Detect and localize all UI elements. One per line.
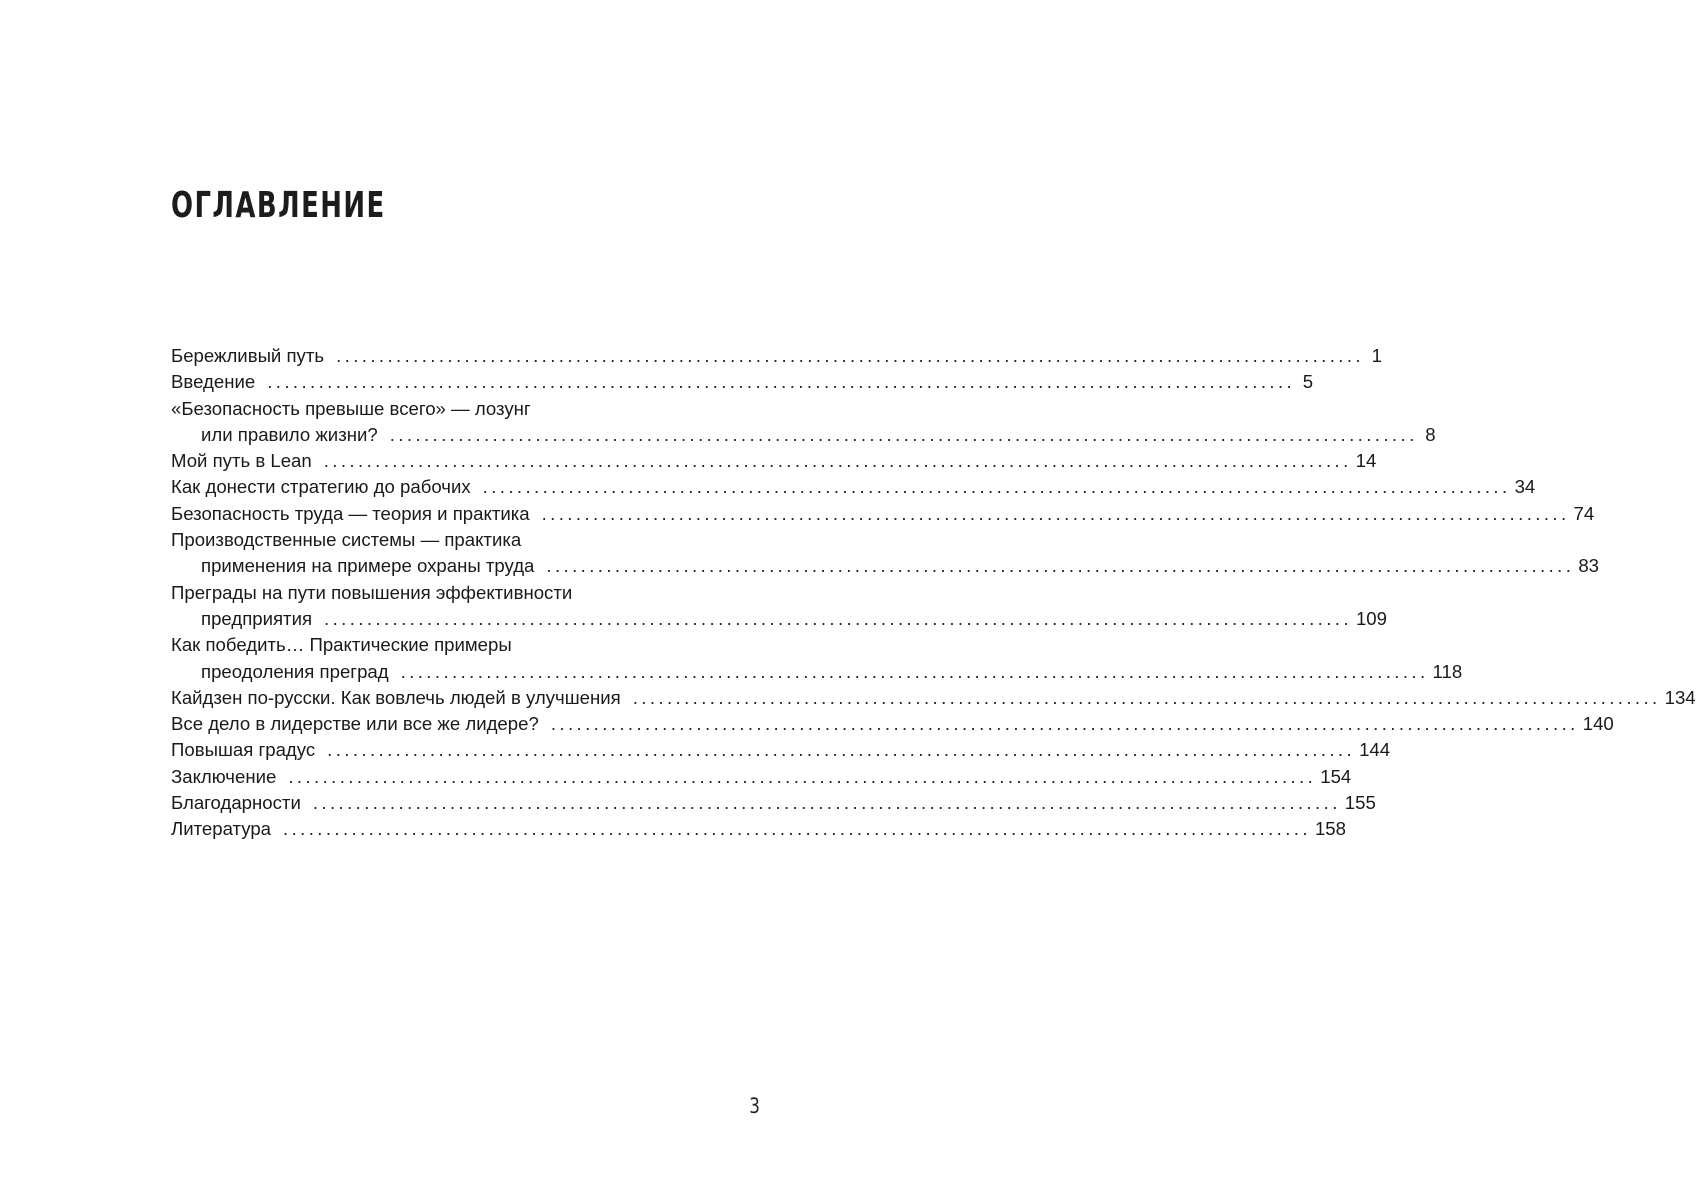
toc-entry [171, 501, 1595, 527]
toc-entry-page: 34 [1514, 476, 1536, 498]
toc-entry-title: Как победить… Практические примеры [171, 634, 512, 656]
toc-entry-page: 5 [1302, 371, 1314, 393]
toc-entry [171, 343, 1382, 369]
toc-entry [171, 448, 1377, 474]
dot-leader: ........................................................................................................................ [267, 371, 1296, 393]
toc-entry-page: 8 [1425, 423, 1436, 445]
toc-entry-title: Как донести стратегию до рабочих [171, 476, 471, 498]
toc-entry [171, 396, 758, 422]
toc-entry-continuation [171, 659, 1463, 685]
toc-entry-page: 83 [1578, 555, 1599, 577]
dot-leader: ........................................................................................................................ [632, 686, 1661, 708]
toc-entry-title: применения на примере охраны труда [201, 555, 535, 577]
dot-leader: ........................................................................................................................ [323, 450, 1352, 472]
toc-entry [171, 632, 758, 658]
toc-entry [171, 369, 1314, 395]
toc-entry-title: Безопасность труда — теория и практика [171, 502, 530, 524]
page-number: 3 [749, 1094, 760, 1118]
page-title: ОГЛАВЛЕНИЕ [171, 185, 386, 226]
toc-entry-title: или правило жизни? [201, 423, 378, 445]
toc-entry-continuation [171, 606, 1387, 632]
toc-entry [171, 527, 758, 553]
dot-leader: ........................................................................................................................ [327, 739, 1356, 761]
toc-entry-page: 1 [1371, 345, 1382, 366]
toc-entry-title: Благодарности [171, 792, 301, 814]
toc-entry-title: Производственные системы — практика [171, 529, 522, 551]
dot-leader: ........................................................................................................................ [288, 765, 1317, 787]
toc-entry-title: Преграды на пути повышения эффективности [171, 581, 573, 603]
toc-entry [171, 737, 1391, 763]
dot-leader: ........................................................................................................................ [550, 713, 1579, 735]
dot-leader: ........................................................................................................................ [482, 476, 1511, 498]
toc-entry-title: преодоления преград [201, 660, 389, 682]
toc-entry-page: 74 [1573, 502, 1595, 524]
toc-entry-page: 140 [1582, 713, 1614, 735]
dot-leader: ........................................................................................................................ [400, 660, 1429, 682]
toc-entry-page: 118 [1432, 660, 1463, 682]
toc-entry-title: предприятия [201, 607, 313, 629]
dot-leader: ........................................................................................................................ [312, 792, 1341, 814]
dot-leader: ........................................................................................................................ [541, 502, 1570, 524]
toc-entry [171, 580, 758, 606]
toc-entry [171, 474, 1536, 500]
toc-entry-title: Введение [171, 371, 256, 393]
dot-leader: ........................................................................................................................ [324, 607, 1352, 629]
toc-entry [171, 764, 1352, 790]
toc-entry-title: Литература [171, 818, 272, 840]
toc-entry-page: 154 [1320, 765, 1352, 787]
toc-entry [171, 711, 1614, 737]
toc-entry-page: 155 [1344, 792, 1376, 814]
toc-entry-title: Заключение [171, 765, 277, 787]
dot-leader: ........................................................................................................................ [336, 345, 1364, 366]
toc-entry-title: Кайдзен по-русски. Как вовлечь людей в улучшения [171, 686, 621, 708]
toc-entry-page: 109 [1355, 607, 1387, 629]
toc-entry-title: Бережливый путь [171, 345, 325, 366]
toc-entry-page: 158 [1314, 818, 1346, 840]
toc-entry [171, 816, 1346, 842]
table-of-contents [171, 343, 1696, 843]
toc-entry-title: «Безопасность превыше всего» — лозунг [171, 397, 531, 419]
dot-leader: ........................................................................................................................ [389, 423, 1418, 445]
toc-entry-title: Повышая градус [171, 739, 316, 761]
toc-entry-title: Мой путь в Lean [171, 450, 312, 472]
toc-entry-page: 134 [1664, 686, 1696, 708]
toc-entry-continuation [171, 422, 1436, 448]
dot-leader: ........................................................................................................................ [546, 555, 1575, 577]
toc-entry-page: 14 [1355, 450, 1377, 472]
toc-entry [171, 685, 1696, 711]
toc-entry-continuation [171, 553, 1599, 579]
toc-entry-page: 144 [1359, 739, 1391, 761]
toc-entry-title: Все дело в лидерстве или все же лидере? [171, 713, 539, 735]
toc-entry [171, 790, 1376, 816]
dot-leader: ........................................................................................................................ [283, 818, 1311, 840]
